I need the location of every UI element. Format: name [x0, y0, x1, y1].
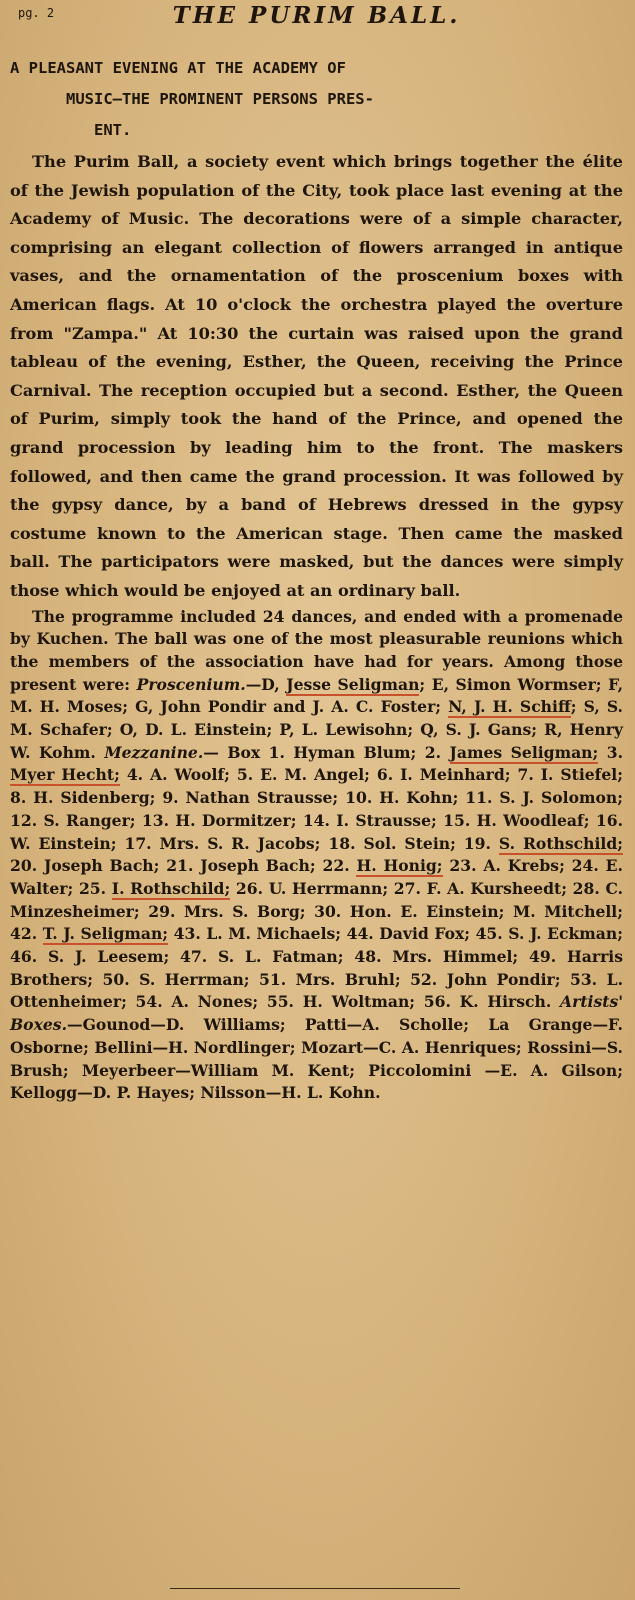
- subheadline: [10, 53, 623, 146]
- subheadline-line-1: A PLEASANT EVENING AT THE ACADEMY OF: [10, 59, 346, 77]
- text-run: —Gounod—D. Williams; Patti—A. Scholle; La Grange—F. Osborne; Bellini—H. Nordlinger; Mozart—C. A. Henriques; Rossini—S. Brush; Meyerbeer—William M. Kent; Piccolomini —E. A. Gilson; Kellogg—D. P. Hayes; Nilsson—H. L. Kohn.: [10, 1015, 623, 1103]
- article-body: [10, 148, 623, 1105]
- text-run: — Box 1. Hyman Blum; 2.: [203, 742, 442, 762]
- text-run: 26. U. Herrmann; 27. F. A. Kursheedt; 28. C. Minzesheimer; 29. Mrs. S. Borg; 30. Hon. E. Einstein; M. Mitchell; 42.: [10, 878, 624, 944]
- page-number: pg. 2: [18, 6, 55, 20]
- article-paragraph-1: The Purim Ball, a society event which brings together the élite of the Jewish population of the City, took place last evening at the Academy of Music. The decorations were of a simple character, comprising an elegant collection of flowers arranged in antique vases, and the ornamentation of the proscenium boxes with American flags. At 10 o'clock the orchestra played the overture from "Zampa." At 10:30 the curtain was raised upon the grand tableau of the evening, Esther, the Queen, receiving the Prince Carnival. The reception occupied but a second. Esther, the Queen of Purim, simply took the hand of the Prince, and opened the grand procession by leading him to the front. The maskers followed, and then came the grand procession. It was followed by the gypsy dance, by a band of Hebrews dressed in the gypsy costume known to the American stage. Then came the masked ball. The participators were masked, but the dances were simply those which would be enjoyed at an ordinary ball.: [10, 152, 623, 600]
- article-paragraph-2: [10, 606, 623, 1105]
- text-run: 20. Joseph Bach; 21. Joseph Bach; 22.: [10, 856, 350, 876]
- underlined-name: Myer Hecht;: [10, 765, 120, 785]
- text-run: 3.: [606, 742, 624, 762]
- attendees-intro: The programme included 24 dances, and ended with a promenade by Kuchen. The ball was one of the most pleasurable reunions which the members of the association have had for years. Among those present were:: [10, 606, 623, 694]
- text-run: 43. L. M. Michaels; 44. David Fox; 45. S. J. Eckman; 46. S. J. Leesem; 47. S. L. Fatman; 48. Mrs. Himmel; 49. Harris Brothers; 50. S. Herrman; 51. Mrs. Bruhl; 52. John Pondir; 53. L. Ottenheimer; 54. A. Nones; 55. H. Woltman; 56. K. Hirsch.: [10, 924, 623, 1012]
- underlined-name: T. J. Seligman;: [42, 924, 169, 944]
- subheadline-line-3: ENT.: [94, 121, 132, 139]
- proscenium-label: Proscenium.: [136, 674, 246, 694]
- underlined-name: James Seligman;: [449, 742, 599, 762]
- subheadline-line-2: MUSIC—THE PROMINENT PERSONS PRES-: [66, 90, 374, 108]
- artists-boxes-label: Artists' Boxes.: [10, 992, 623, 1035]
- text-run: ; S, S. M. Schafer; O, D. L. Einstein; P, L. Lewisohn; Q, S. J. Gans; R, Henry W. Kohm.: [10, 697, 623, 762]
- text-run: 23. A. Krebs; 24. E. Walter; 25.: [10, 856, 623, 898]
- headline: THE PURIM BALL.: [172, 2, 461, 29]
- text-run: 4. A. Woolf; 5. E. M. Angel; 6. I. Meinhard; 7. I. Stiefel; 8. H. Sidenberg; 9. Nathan Strausse; 10. H. Kohn; 11. S. J. Solomon; 12. S. Ranger; 13. H. Dormitzer; 14. I. Strausse; 15. H. Woodleaf; 16. W. Einstein; 17. Mrs. S. R. Jacobs; 18. Sol. Stein; 19.: [10, 765, 623, 853]
- underlined-name: Jesse Seligman: [286, 674, 420, 694]
- underlined-name: H. Honig;: [356, 856, 443, 876]
- text-run: ; E, Simon Wormser; F, M. H. Moses; G, John Pondir and J. A. C. Foster;: [10, 674, 624, 717]
- mezzanine-label: Mezzanine.: [104, 742, 204, 762]
- underlined-name: S. Rothschild;: [498, 833, 623, 853]
- underlined-name: I. Rothschild;: [111, 878, 231, 898]
- underlined-name: N, J. H. Schiff: [448, 697, 571, 717]
- bottom-rule: [170, 1588, 460, 1589]
- text-run: —D,: [245, 674, 280, 694]
